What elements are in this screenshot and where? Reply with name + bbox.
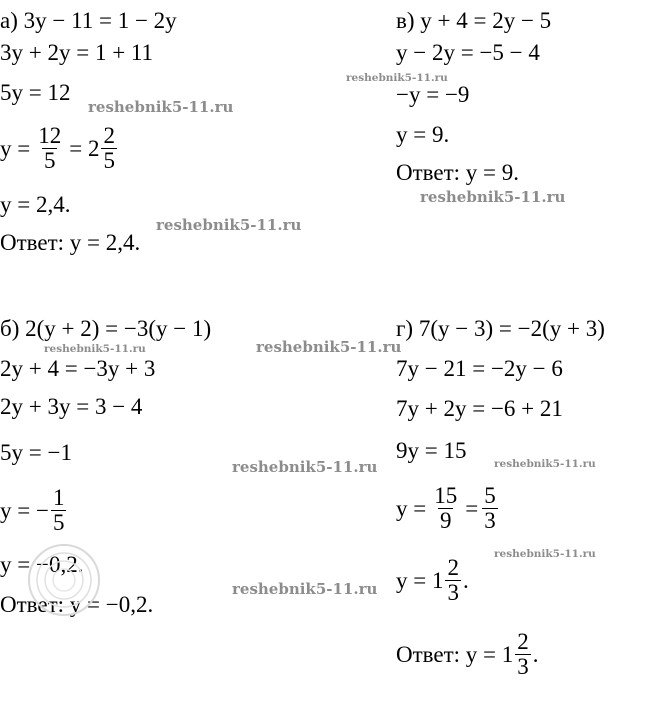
eq-g-line1: г) 7(y − 3) = −2(y + 3) <box>396 316 605 341</box>
eq-v-line1: в) y + 4 = 2y − 5 <box>396 8 552 33</box>
fraction-1-5 <box>51 486 67 535</box>
eq-b-line6: y = −0,2. <box>0 552 84 577</box>
eq-g-line5-prefix: y = <box>396 495 427 521</box>
eq-a-line4-prefix: y = <box>0 135 31 161</box>
eq-a-line3: 5y = 12 <box>0 80 71 105</box>
fraction-numerator: 2 <box>103 123 115 148</box>
eq-g-line4: 9y = 15 <box>396 438 467 463</box>
eq-b-line5-prefix: y = − <box>0 497 49 523</box>
eq-a-line4-mid: = 2 <box>69 135 100 161</box>
watermark: reshebnik5-11.ru <box>494 548 596 560</box>
fraction-denominator: 3 <box>447 580 459 605</box>
watermark: reshebnik5-11.ru <box>232 580 378 598</box>
eq-v-line2: y − 2y = −5 − 4 <box>396 40 540 65</box>
watermark-stamp-icon <box>26 542 102 618</box>
fraction-numerator: 5 <box>484 483 496 508</box>
fraction-denominator: 9 <box>439 508 452 533</box>
eq-b-line2: 2y + 4 = −3y + 3 <box>0 356 156 381</box>
fraction-numerator: 15 <box>434 483 458 508</box>
eq-g-line3: 7y + 2y = −6 + 21 <box>396 396 563 421</box>
eq-g-line5 <box>396 484 500 533</box>
eq-g-answer-post: . <box>532 641 539 667</box>
fraction-2-3 <box>515 630 531 679</box>
watermark: reshebnik5-11.ru <box>256 338 402 356</box>
eq-b-line4: 5y = −1 <box>0 440 72 465</box>
eq-g-line5-mid: = <box>465 495 479 521</box>
eq-g-line6-prefix: y = 1 <box>396 567 444 593</box>
eq-v-answer: Ответ: y = 9. <box>396 160 520 185</box>
fraction-2-5 <box>101 124 117 173</box>
eq-g-line6-post: . <box>462 567 469 593</box>
watermark: reshebnik5-11.ru <box>420 188 566 206</box>
eq-a-line5: y = 2,4. <box>0 192 71 217</box>
eq-v-line3: −y = −9 <box>396 82 470 107</box>
eq-a-line4 <box>0 124 119 173</box>
fraction-denominator: 3 <box>517 654 529 679</box>
eq-g-answer <box>396 630 539 679</box>
fraction-5-3 <box>482 484 498 533</box>
watermark: reshebnik5-11.ru <box>232 458 378 476</box>
eq-g-answer-prefix: Ответ: y = 1 <box>396 641 514 667</box>
fraction-12-5 <box>36 124 63 173</box>
eq-g-line2: 7y − 21 = −2y − 6 <box>396 356 563 381</box>
fraction-numerator: 2 <box>447 555 459 580</box>
fraction-denominator: 5 <box>43 148 56 173</box>
fraction-numerator: 2 <box>517 629 529 654</box>
watermark: reshebnik5-11.ru <box>44 343 146 355</box>
watermark: reshebnik5-11.ru <box>156 216 302 234</box>
fraction-numerator: 1 <box>52 485 65 510</box>
eq-a-line2: 3y + 2y = 1 + 11 <box>0 40 154 65</box>
fraction-2-3 <box>445 556 461 605</box>
eq-a-line1: а) 3y − 11 = 1 − 2y <box>0 8 177 33</box>
eq-v-line4: y = 9. <box>396 122 450 147</box>
fraction-15-9 <box>432 484 459 533</box>
eq-b-line1: б) 2(y + 2) = −3(y − 1) <box>0 316 212 341</box>
watermark: reshebnik5-11.ru <box>346 72 448 84</box>
eq-b-line3: 2y + 3y = 3 − 4 <box>0 394 143 419</box>
watermark: reshebnik5-11.ru <box>88 98 234 116</box>
eq-g-line6 <box>396 556 469 605</box>
eq-b-answer: Ответ: y = −0,2. <box>0 592 154 617</box>
watermark: reshebnik5-11.ru <box>494 458 596 470</box>
fraction-denominator: 5 <box>52 510 65 535</box>
fraction-denominator: 3 <box>484 508 496 533</box>
fraction-denominator: 5 <box>103 148 115 173</box>
fraction-numerator: 12 <box>38 123 62 148</box>
eq-b-line5 <box>0 486 68 535</box>
eq-a-answer: Ответ: y = 2,4. <box>0 230 141 255</box>
